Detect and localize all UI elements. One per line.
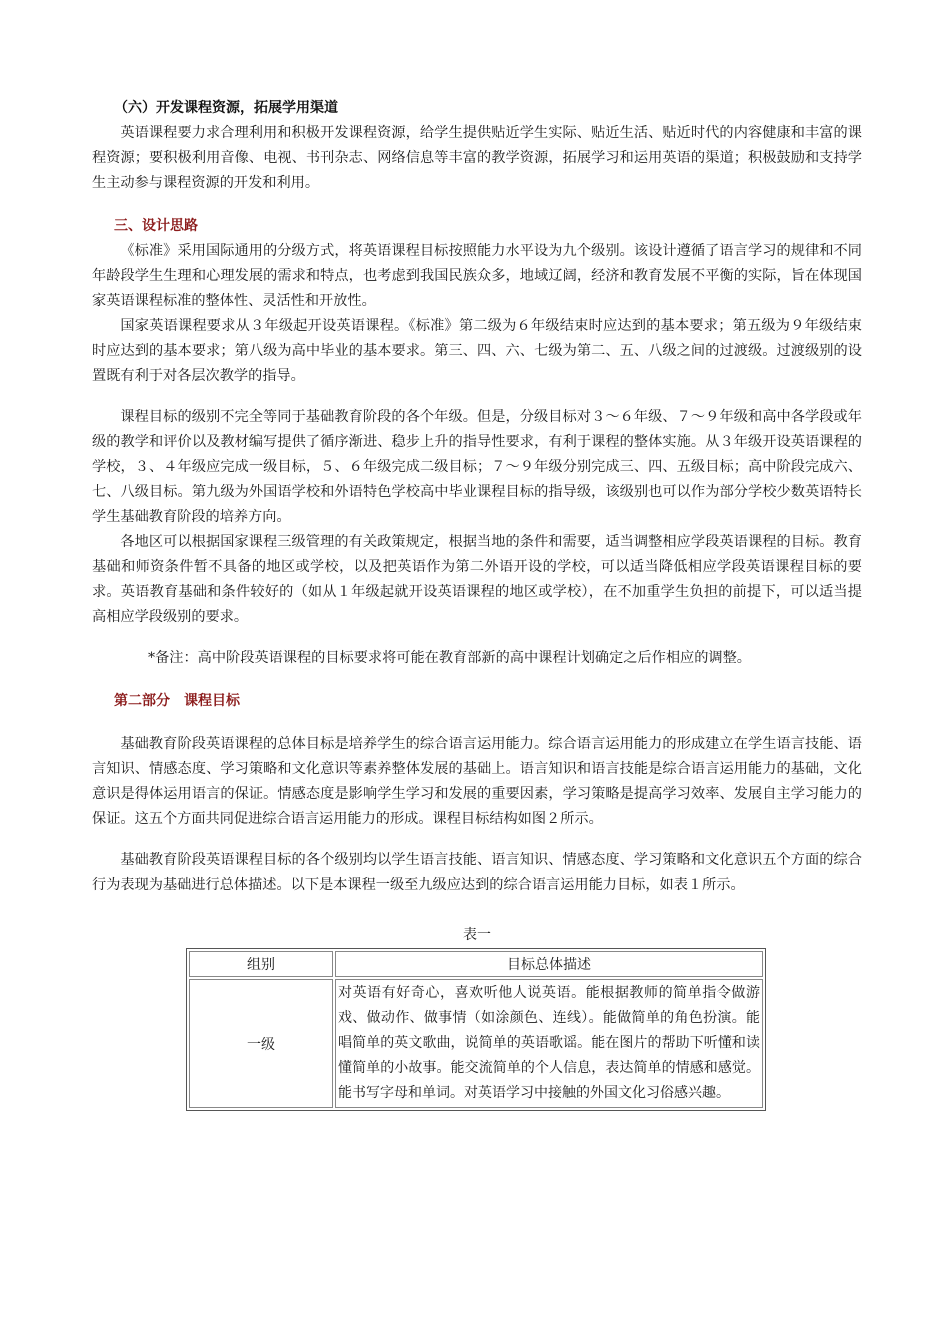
section-3-paragraph-2: 国家英语课程要求从３年级起开设英语课程。《标准》第二级为６年级结束时应达到的基本要求；第五级为９年级结束时应达到的基本要求；第八级为高中毕业的基本要求。第三、四、六、七级为第二、五、八级之间的过渡级。过渡级别的设置既有利于对各层次教学的指导。 xyxy=(92,318,862,384)
section-6-paragraph: 英语课程要力求合理利用和积极开发课程资源，给学生提供贴近学生实际、贴近生活、贴近时代的内容健康和丰富的课程资源；要积极利用音像、电视、书刊杂志、网络信息等丰富的教学资源，拓展学习和运用英语的渠道；积极鼓励和支持学生主动参与课程资源的开发和利用。 xyxy=(92,125,862,191)
part-2-paragraph-1: 基础教育阶段英语课程的总体目标是培养学生的综合语言运用能力。综合语言运用能力的形成建立在学生语言技能、语言知识、情感态度、学习策略和文化意识等素养整体发展的基础上。语言知识和语言技能是综合语言运用能力的基础，文化意识是得体运用语言的保证。情感态度是影响学生学习和发展的重要因素，学习策略是提高学习效率、发展自主学习能力的保证。这五个方面共同促进综合语言运用能力的形成。课程目标结构如图２所示。 xyxy=(92,736,862,827)
part-2-heading: 第二部分 课程目标 xyxy=(114,693,240,709)
table-header-description: 目标总体描述 xyxy=(335,951,763,977)
table-header-row xyxy=(189,951,763,977)
table-row xyxy=(189,979,763,1108)
section-3-paragraph-4: 各地区可以根据国家课程三级管理的有关政策规定，根据当地的条件和需要，适当调整相应学段英语课程的目标。教育基础和师资条件暂不具备的地区或学校，以及把英语作为第二外语开设的学校，可以适当降低相应学段英语课程目标的要求。英语教育基础和条件较好的（如从１年级起就开设英语课程的地区或学校），在不加重学生负担的前提下，可以适当提高相应学段级别的要求。 xyxy=(92,534,862,625)
goal-table xyxy=(186,948,766,1111)
table-header-level: 组别 xyxy=(189,951,333,977)
section-3-paragraph-1: 《标准》采用国际通用的分级方式，将英语课程目标按照能力水平设为九个级别。该设计遵循了语言学习的规律和不同年龄段学生生理和心理发展的需求和特点，也考虑到我国民族众多，地域辽阔，经济和教育发展不平衡的实际，旨在体现国家英语课程标准的整体性、灵活性和开放性。 xyxy=(92,243,862,309)
document-page xyxy=(92,96,862,1111)
section-3-note: *备注：高中阶段英语课程的目标要求将可能在教育部新的高中课程计划确定之后作相应的调整。 xyxy=(148,650,751,666)
table-caption: 表一 xyxy=(463,927,491,943)
part-2-paragraph-2: 基础教育阶段英语课程目标的各个级别均以学生语言技能、语言知识、情感态度、学习策略和文化意识五个方面的综合行为表现为基础进行总体描述。以下是本课程一级至九级应达到的综合语言运用能力目标，如表１所示。 xyxy=(92,852,862,893)
table-cell-description: 对英语有好奇心，喜欢听他人说英语。能根据教师的简单指令做游戏、做动作、做事情（如涂颜色、连线）。能做简单的角色扮演。能唱简单的英文歌曲，说简单的英语歌谣。能在图片的帮助下听懂和读懂简单的小故事。能交流简单的个人信息，表达简单的情感和感觉。能书写字母和单词。对英语学习中接触的外国文化习俗感兴趣。 xyxy=(335,979,763,1108)
section-6-heading: （六）开发课程资源，拓展学用渠道 xyxy=(114,100,338,116)
section-3-heading: 三、设计思路 xyxy=(114,218,198,234)
section-3-paragraph-3: 课程目标的级别不完全等同于基础教育阶段的各个年级。但是，分级目标对３～６年级、７～９年级和高中各学段或年级的教学和评价以及教材编写提供了循序渐进、稳步上升的指导性要求，有利于课程的整体实施。从３年级开设英语课程的学校，３、４年级应完成一级目标，５、６年级完成二级目标；７～９年级分别完成三、四、五级目标；高中阶段完成六、七、八级目标。第九级为外国语学校和外语特色学校高中毕业课程目标的指导级，该级别也可以作为部分学校少数英语特长学生基础教育阶段的培养方向。 xyxy=(92,409,862,525)
table-cell-level: 一级 xyxy=(189,979,333,1108)
